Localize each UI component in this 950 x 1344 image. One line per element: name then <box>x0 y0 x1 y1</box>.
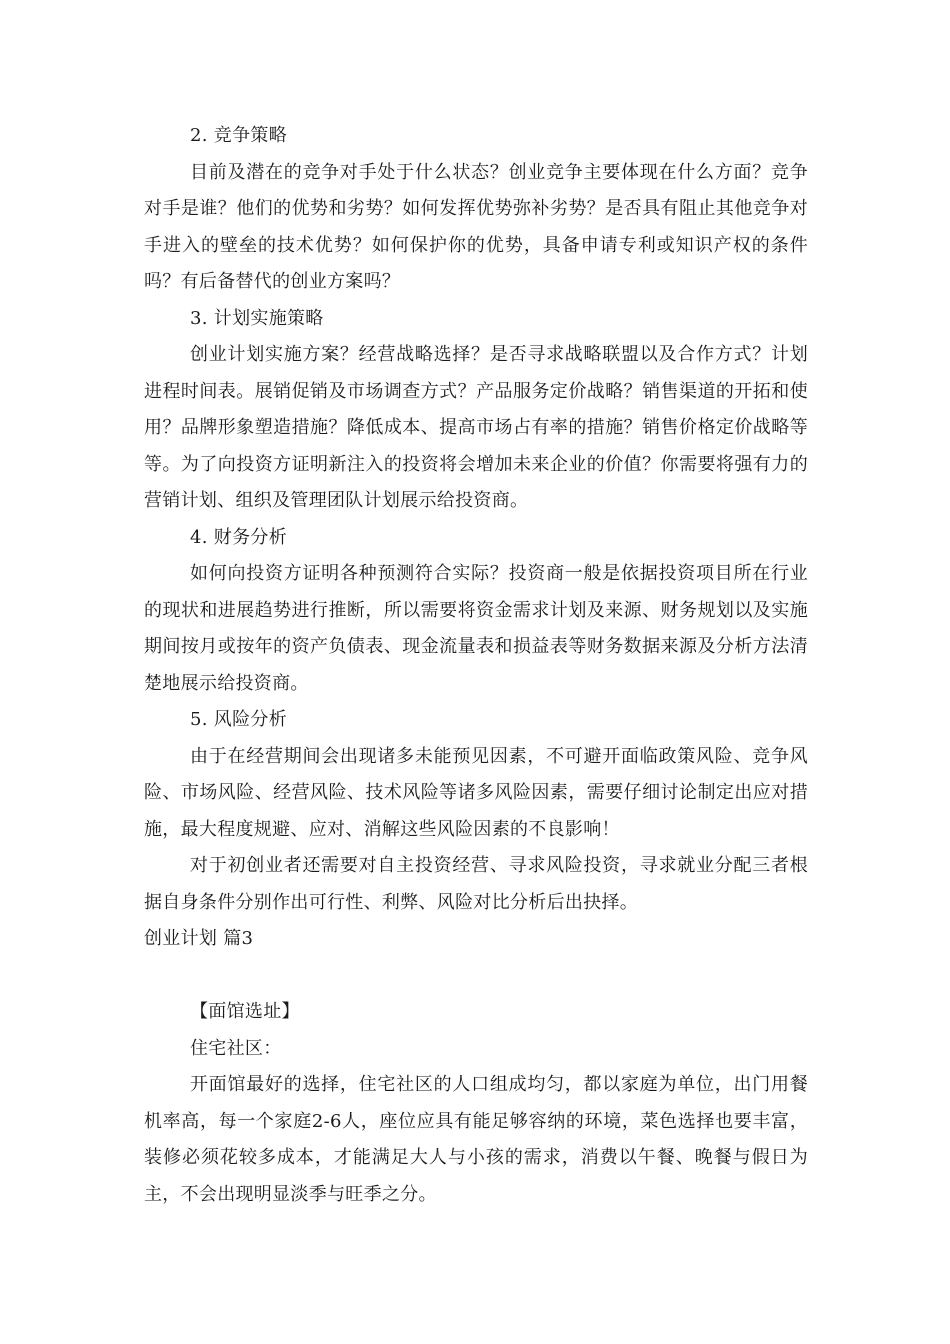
section-heading-risk: 5. 风险分析 <box>190 709 287 730</box>
residential-subheading: 住宅社区： <box>190 1037 282 1059</box>
closing-paragraph: 对于初创业者还需要对自主投资经营、寻求风险投资，寻求就业分配三者根据自身条件分别作出可行性、利弊、风险对比分析后出抉择。 <box>144 855 808 913</box>
shop-location-heading: 【面馆选址】 <box>190 1001 300 1022</box>
section-body-finance: 如何向投资方证明各种预测符合实际？投资商一般是依据投资项目所在行业的现状和进展趋势进行推断，所以需要将资金需求计划及来源、财务规划以及实施期间按月或按年的资产负债表、现金流量表和损益表等财务数据来源及分析方法清楚地展示给投资商。 <box>144 563 808 694</box>
section-body-competition: 目前及潜在的竞争对手处于什么状态？创业竞争主要体现在什么方面？竞争对手是谁？他们的优势和劣势？如何发挥优势弥补劣势？是否具有阻止其他竞争对手进入的壁垒的技术优势？如何保护你的优势，具备申请专利或知识产权的条件吗？有后备替代的创业方案吗？ <box>144 161 808 292</box>
blank-line <box>144 958 808 995</box>
section-body-implementation: 创业计划实施方案？经营战略选择？是否寻求战略联盟以及合作方式？计划进程时间表。展销促销及市场调查方式？产品服务定价战略？销售渠道的开拓和使用？品牌形象塑造措施？降低成本、提高市场占有率的措施？销售价格定价战略等等。为了向投资方证明新注入的投资将会增加未来企业的价值？你需要将强有力的营销计划、组织及管理团队计划展示给投资商。 <box>144 344 808 511</box>
section-heading-implementation: 3. 计划实施策略 <box>190 307 324 329</box>
part-title: 创业计划 篇3 <box>144 928 254 949</box>
residential-body: 开面馆最好的选择，住宅社区的人口组成均匀，都以家庭为单位，出门用餐机率高，每一个家庭2-6人，座位应具有能足够容纳的环境，菜色选择也要丰富，装修必须花较多成本，才能满足大人与小孩的需求，消费以午餐、晚餐与假日为主，不会出现明显淡季与旺季之分。 <box>144 1074 808 1205</box>
section-body-risk: 由于在经营期间会出现诸多未能预见因素，不可避开面临政策风险、竞争风险、市场风险、经营风险、技术风险等诸多风险因素，需要仔细讨论制定出应对措施，最大程度规避、应对、消解这些风险因素的不良影响！ <box>144 745 808 840</box>
document-body <box>144 118 808 1213</box>
section-heading-competition: 2. 竞争策略 <box>190 125 287 146</box>
section-heading-finance: 4. 财务分析 <box>190 526 287 548</box>
